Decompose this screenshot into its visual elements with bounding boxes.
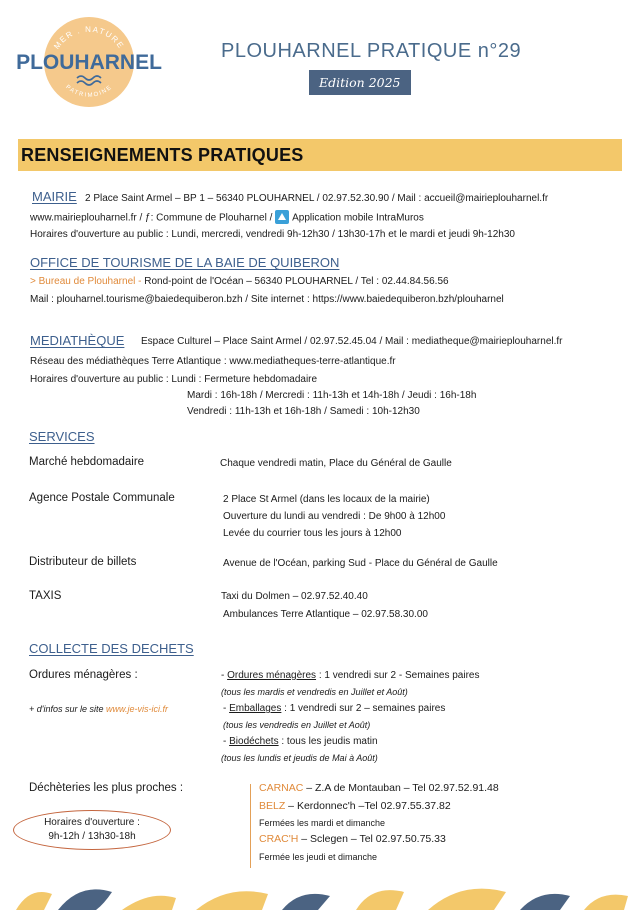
office-bureau: > Bureau de Plouharnel - — [30, 276, 142, 287]
hours-line-1: Horaires d'ouverture : — [44, 817, 140, 828]
om-dash: - — [221, 670, 228, 681]
marche-label: Marché hebdomadaire — [29, 456, 145, 468]
om-text: : 1 vendredi sur 2 - Semaines paires — [316, 670, 480, 681]
hours-ellipse — [13, 810, 171, 850]
mediatheque-address: Espace Culturel – Place Saint Armel / 02.97.52.45.04 / Mail : mediatheque@mairieplouharnel.fr — [141, 336, 563, 347]
office-address-line — [30, 276, 449, 288]
crach-line — [259, 833, 446, 846]
emb-text: : 1 vendredi sur 2 – semaines paires — [281, 703, 446, 714]
belz-text: – Kerdonnec'h –Tel 02.97.55.37.82 — [285, 800, 451, 812]
infos-prefix: + d'infos sur le site — [29, 704, 107, 714]
dechets-heading: COLLECTE DES DECHETS — [29, 641, 194, 656]
logo-name: PLOUHARNEL — [16, 51, 162, 74]
mairie-website[interactable]: www.mairieplouharnel.fr / — [30, 212, 146, 224]
emb-note: (tous les vendredis en Juillet et Août) — [223, 720, 371, 730]
mairie-address: 2 Place Saint Armel – BP 1 – 56340 PLOUHARNEL / 02.97.52.30.90 / Mail : accueil@mairieplouharnel.fr — [85, 193, 549, 204]
mairie-app[interactable]: Application mobile IntraMuros — [292, 212, 424, 224]
edition-badge: Edition 2025 — [309, 70, 411, 95]
office-heading: OFFICE DE TOURISME DE LA BAIE DE QUIBERON — [30, 255, 340, 270]
bio-dash: - — [223, 736, 230, 747]
belz-note: Fermées les mardi et dimanche — [259, 818, 386, 828]
mediatheque-network: Réseau des médiathèques Terre Atlantique : www.mediatheques-terre-atlantique.fr — [30, 356, 396, 367]
taxis-line-2: Ambulances Terre Atlantique – 02.97.58.30.00 — [223, 609, 428, 620]
bio-title: Biodéchets — [229, 736, 279, 747]
services-heading: SERVICES — [29, 429, 95, 444]
bio-note: (tous les lundis et jeudis de Mai à Août) — [221, 753, 378, 763]
plouharnel-logo — [15, 12, 163, 112]
logo-arc-bottom: PATRIMOINE — [64, 84, 114, 99]
bio-line — [223, 736, 378, 748]
om-line — [221, 670, 479, 682]
mediatheque-hours-3: Vendredi : 11h-13h et 16h-18h / Samedi : 10h-12h30 — [187, 406, 420, 417]
emb-dash: - — [223, 703, 230, 714]
poste-label: Agence Postale Communale — [29, 492, 175, 504]
mediatheque-hours-1: Horaires d'ouverture au public : Lundi : Fermeture hebdomadaire — [30, 374, 318, 385]
hours-line-2: 9h-12h / 13h30-18h — [48, 831, 136, 842]
belz-line — [259, 800, 451, 813]
infos-line — [29, 704, 168, 714]
crach-name: CRAC'H — [259, 833, 299, 845]
om-label: Ordures ménagères : — [29, 669, 138, 681]
page-title: PLOUHARNEL PRATIQUE n°29 — [221, 40, 522, 62]
om-title: Ordures ménagères — [227, 670, 317, 681]
banner-title: RENSEIGNEMENTS PRATIQUES — [21, 145, 304, 165]
mairie-hours: Horaires d'ouverture au public : Lundi, mercredi, vendredi 9h-12h30 / 13h30-17h et le mardi et jeudi 9h-12h30 — [30, 229, 515, 240]
mairie-heading: MAIRIE — [32, 189, 77, 204]
office-mail: Mail : plouharnel.tourisme@baiedequiberon.bzh / Site internet : https://www.baiedequiberon.bzh/plouharnel — [30, 294, 504, 305]
emb-line — [223, 703, 445, 715]
decheteries-divider — [250, 784, 251, 868]
om-note: (tous les mardis et vendredis en Juillet et Août) — [221, 687, 408, 697]
belz-name: BELZ — [259, 800, 286, 812]
logo-arc-top: MER . NATURE — [52, 24, 126, 51]
poste-line-1: 2 Place St Armel (dans les locaux de la mairie) — [223, 494, 430, 505]
crach-note: Fermée les jeudi et dimanche — [259, 852, 378, 862]
marche-value: Chaque vendredi matin, Place du Général de Gaulle — [220, 458, 452, 469]
taxis-line-1: Taxi du Dolmen – 02.97.52.40.40 — [221, 591, 368, 602]
crach-text: – Sclegen – Tel 02.97.50.75.33 — [298, 833, 446, 845]
poste-line-3: Levée du courrier tous les jours à 12h00 — [223, 528, 402, 539]
bio-text: : tous les jeudis matin — [278, 736, 378, 747]
taxis-label: TAXIS — [29, 590, 62, 602]
infos-site-link[interactable]: www.je-vis-ici.fr — [106, 704, 169, 714]
facebook-icon: ƒ — [145, 212, 151, 223]
billets-label: Distributeur de billets — [29, 556, 137, 568]
mairie-links-line — [30, 211, 424, 225]
carnac-line — [259, 782, 499, 795]
decheteries-label: Déchèteries les plus proches : — [29, 782, 184, 794]
intramuros-app-icon — [275, 210, 289, 224]
poste-line-2: Ouverture du lundi au vendredi : De 9h00 à 12h00 — [223, 511, 446, 522]
mairie-facebook[interactable]: : Commune de Plouharnel / — [150, 212, 276, 224]
emb-title: Emballages — [229, 703, 282, 714]
office-address: Rond-point de l'Océan – 56340 PLOUHARNEL / Tel : 02.44.84.56.56 — [141, 276, 449, 287]
carnac-text: – Z.A de Montauban – Tel 02.97.52.91.48 — [303, 782, 499, 794]
carnac-name: CARNAC — [259, 782, 304, 794]
mediatheque-hours-2: Mardi : 16h-18h / Mercredi : 11h-13h et 14h-18h / Jeudi : 16h-18h — [187, 390, 477, 401]
billets-value: Avenue de l'Océan, parking Sud - Place du Général de Gaulle — [223, 558, 498, 569]
footer-decoration — [0, 880, 641, 910]
mediatheque-heading: MEDIATHÈQUE — [30, 333, 125, 348]
